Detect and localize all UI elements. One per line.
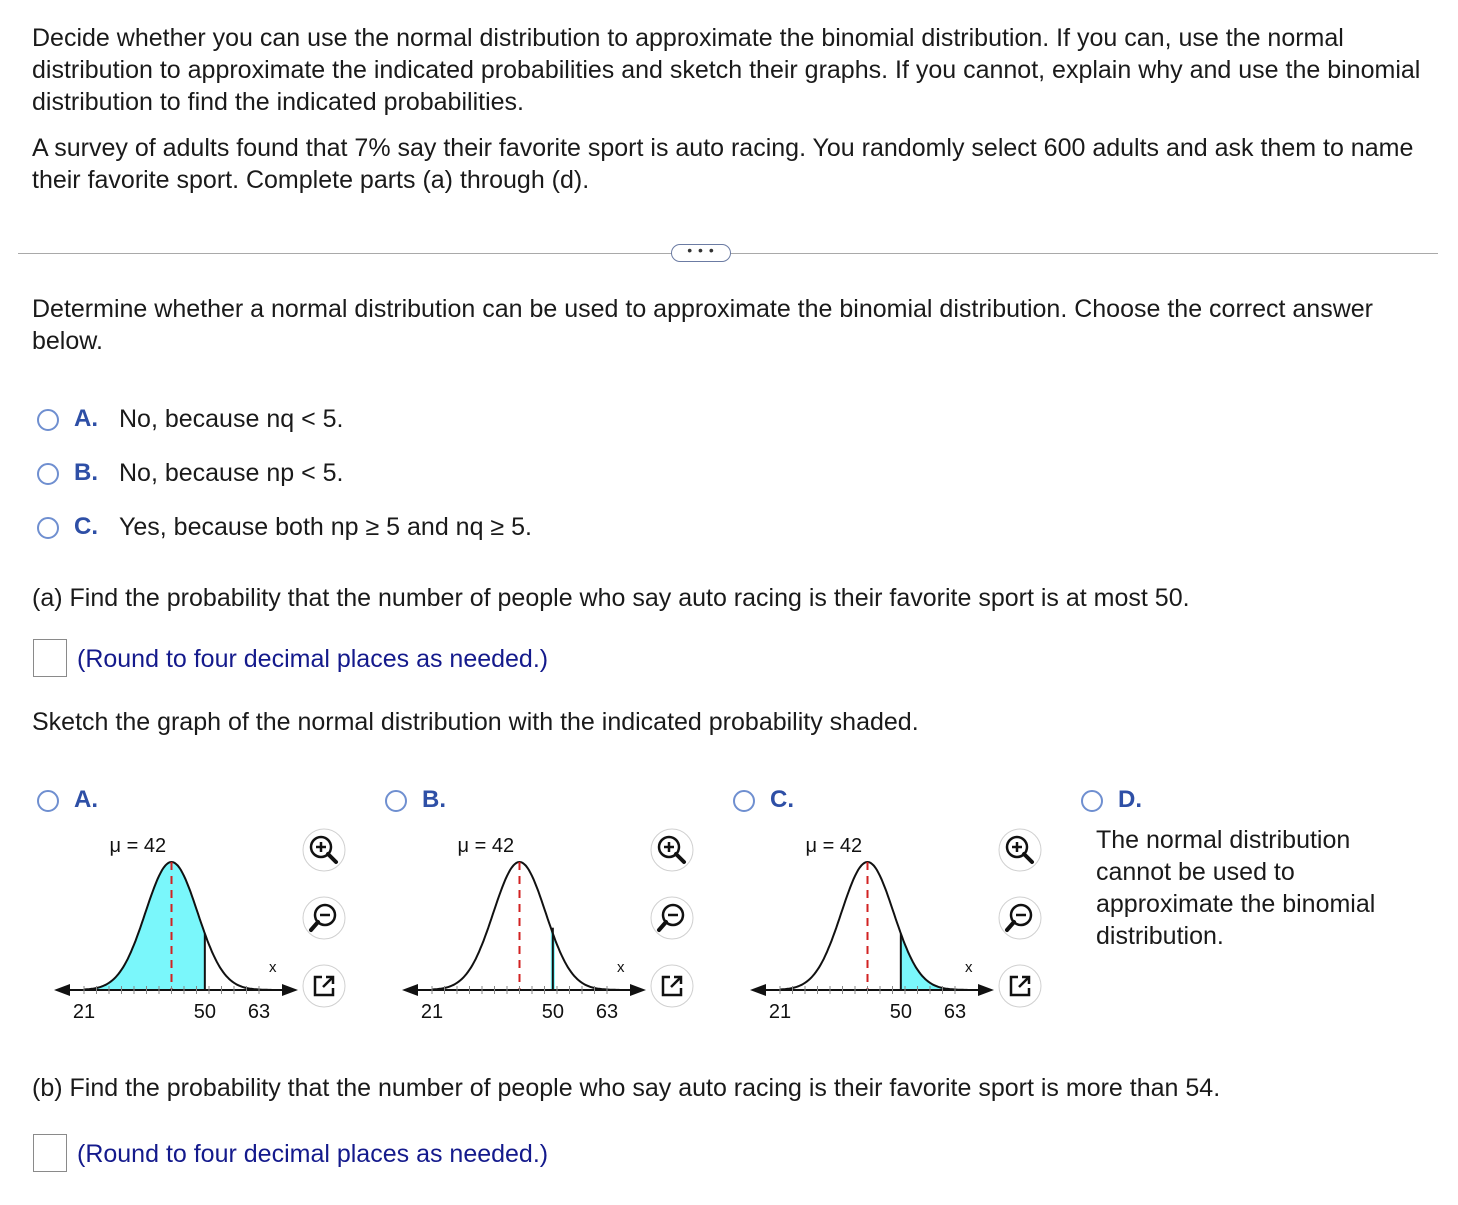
- option-letter-c: C.: [74, 513, 98, 540]
- option-letter-a: A.: [74, 405, 98, 432]
- graph-letter-c: C.: [770, 786, 794, 813]
- axis-arrow-right: [630, 984, 646, 996]
- popout-icon[interactable]: [302, 964, 346, 1008]
- zoom-in-icon[interactable]: [650, 828, 694, 872]
- option-letter-b: B.: [74, 459, 98, 486]
- instructions-text: Decide whether you can use the normal distribution to approximate the binomial distribution. If you can, use the normal distribution to approximate the indicated probabilities and sketch their graphs. If you cannot, explain why and use the binomial distribution to find the indicated probabilities.: [32, 24, 1421, 116]
- tick-label-21: 21: [768, 1001, 792, 1023]
- tick-label-63: 63: [943, 1001, 967, 1023]
- radio-graph-b[interactable]: [385, 790, 407, 812]
- popout-icon[interactable]: [650, 964, 694, 1008]
- axis-arrow-left: [54, 984, 70, 996]
- x-label: x: [617, 959, 625, 976]
- part-b-answer-input[interactable]: [33, 1134, 67, 1172]
- tick-label-63: 63: [247, 1001, 271, 1023]
- bell-curve: [432, 862, 620, 990]
- axis-arrow-right: [978, 984, 994, 996]
- bell-curve: [780, 862, 968, 990]
- normal-graph-b: [396, 830, 646, 1030]
- radio-graph-d[interactable]: [1081, 790, 1103, 812]
- option-d-text: The normal distribution cannot be used to approximate the binomial distribution.: [1096, 826, 1376, 950]
- tick-label-50: 50: [193, 1001, 216, 1023]
- part-b-hint: (Round to four decimal places as needed.): [77, 1140, 549, 1168]
- part-a-prompt: (a) Find the probability that the number of people who say auto racing is their favorite sport is at most 50.: [32, 584, 1190, 612]
- axis-arrow-left: [750, 984, 766, 996]
- zoom-in-icon[interactable]: [998, 828, 1042, 872]
- part-a-hint: (Round to four decimal places as needed.): [77, 645, 549, 673]
- graph-letter-b: B.: [422, 786, 446, 813]
- tick-label-50: 50: [889, 1001, 912, 1023]
- graph-letter-a: A.: [74, 786, 98, 813]
- more-button[interactable]: • • •: [671, 244, 731, 262]
- part-a-answer-input[interactable]: [33, 639, 67, 677]
- tick-label-21: 21: [72, 1001, 96, 1023]
- popout-icon[interactable]: [998, 964, 1042, 1008]
- normal-graph-c: [744, 830, 994, 1030]
- option-text-c[interactable]: Yes, because both np ≥ 5 and nq ≥ 5.: [119, 513, 532, 541]
- mu-label: μ = 42: [457, 835, 515, 857]
- x-label: x: [965, 959, 973, 976]
- tick-label-63: 63: [595, 1001, 619, 1023]
- question1-prompt: Determine whether a normal distribution can be used to approximate the binomial distribution. Choose the correct answer below.: [32, 295, 1373, 355]
- tick-label-50: 50: [541, 1001, 564, 1023]
- zoom-out-icon[interactable]: [302, 896, 346, 940]
- part-b-prompt: (b) Find the probability that the number of people who say auto racing is their favorite sport is more than 54.: [32, 1074, 1221, 1102]
- graph-letter-d: D.: [1118, 786, 1142, 813]
- radio-graph-c[interactable]: [733, 790, 755, 812]
- option-text-b[interactable]: No, because np < 5.: [119, 459, 344, 487]
- zoom-in-icon[interactable]: [302, 828, 346, 872]
- zoom-out-icon[interactable]: [650, 896, 694, 940]
- tick-label-21: 21: [420, 1001, 444, 1023]
- radio-q1-b[interactable]: [37, 463, 59, 485]
- option-text-a[interactable]: No, because nq < 5.: [119, 405, 344, 433]
- zoom-out-icon[interactable]: [998, 896, 1042, 940]
- scenario-text: A survey of adults found that 7% say their favorite sport is auto racing. You randomly select 600 adults and ask them to name their favorite sport. Complete parts (a) through (d).: [32, 134, 1414, 194]
- radio-q1-a[interactable]: [37, 409, 59, 431]
- axis-arrow-left: [402, 984, 418, 996]
- normal-graph-a: [48, 830, 298, 1030]
- radio-q1-c[interactable]: [37, 517, 59, 539]
- x-label: x: [269, 959, 277, 976]
- mu-label: μ = 42: [109, 835, 167, 857]
- sketch-prompt: Sketch the graph of the normal distribution with the indicated probability shaded.: [32, 708, 919, 736]
- radio-graph-a[interactable]: [37, 790, 59, 812]
- mu-label: μ = 42: [805, 835, 863, 857]
- axis-arrow-right: [282, 984, 298, 996]
